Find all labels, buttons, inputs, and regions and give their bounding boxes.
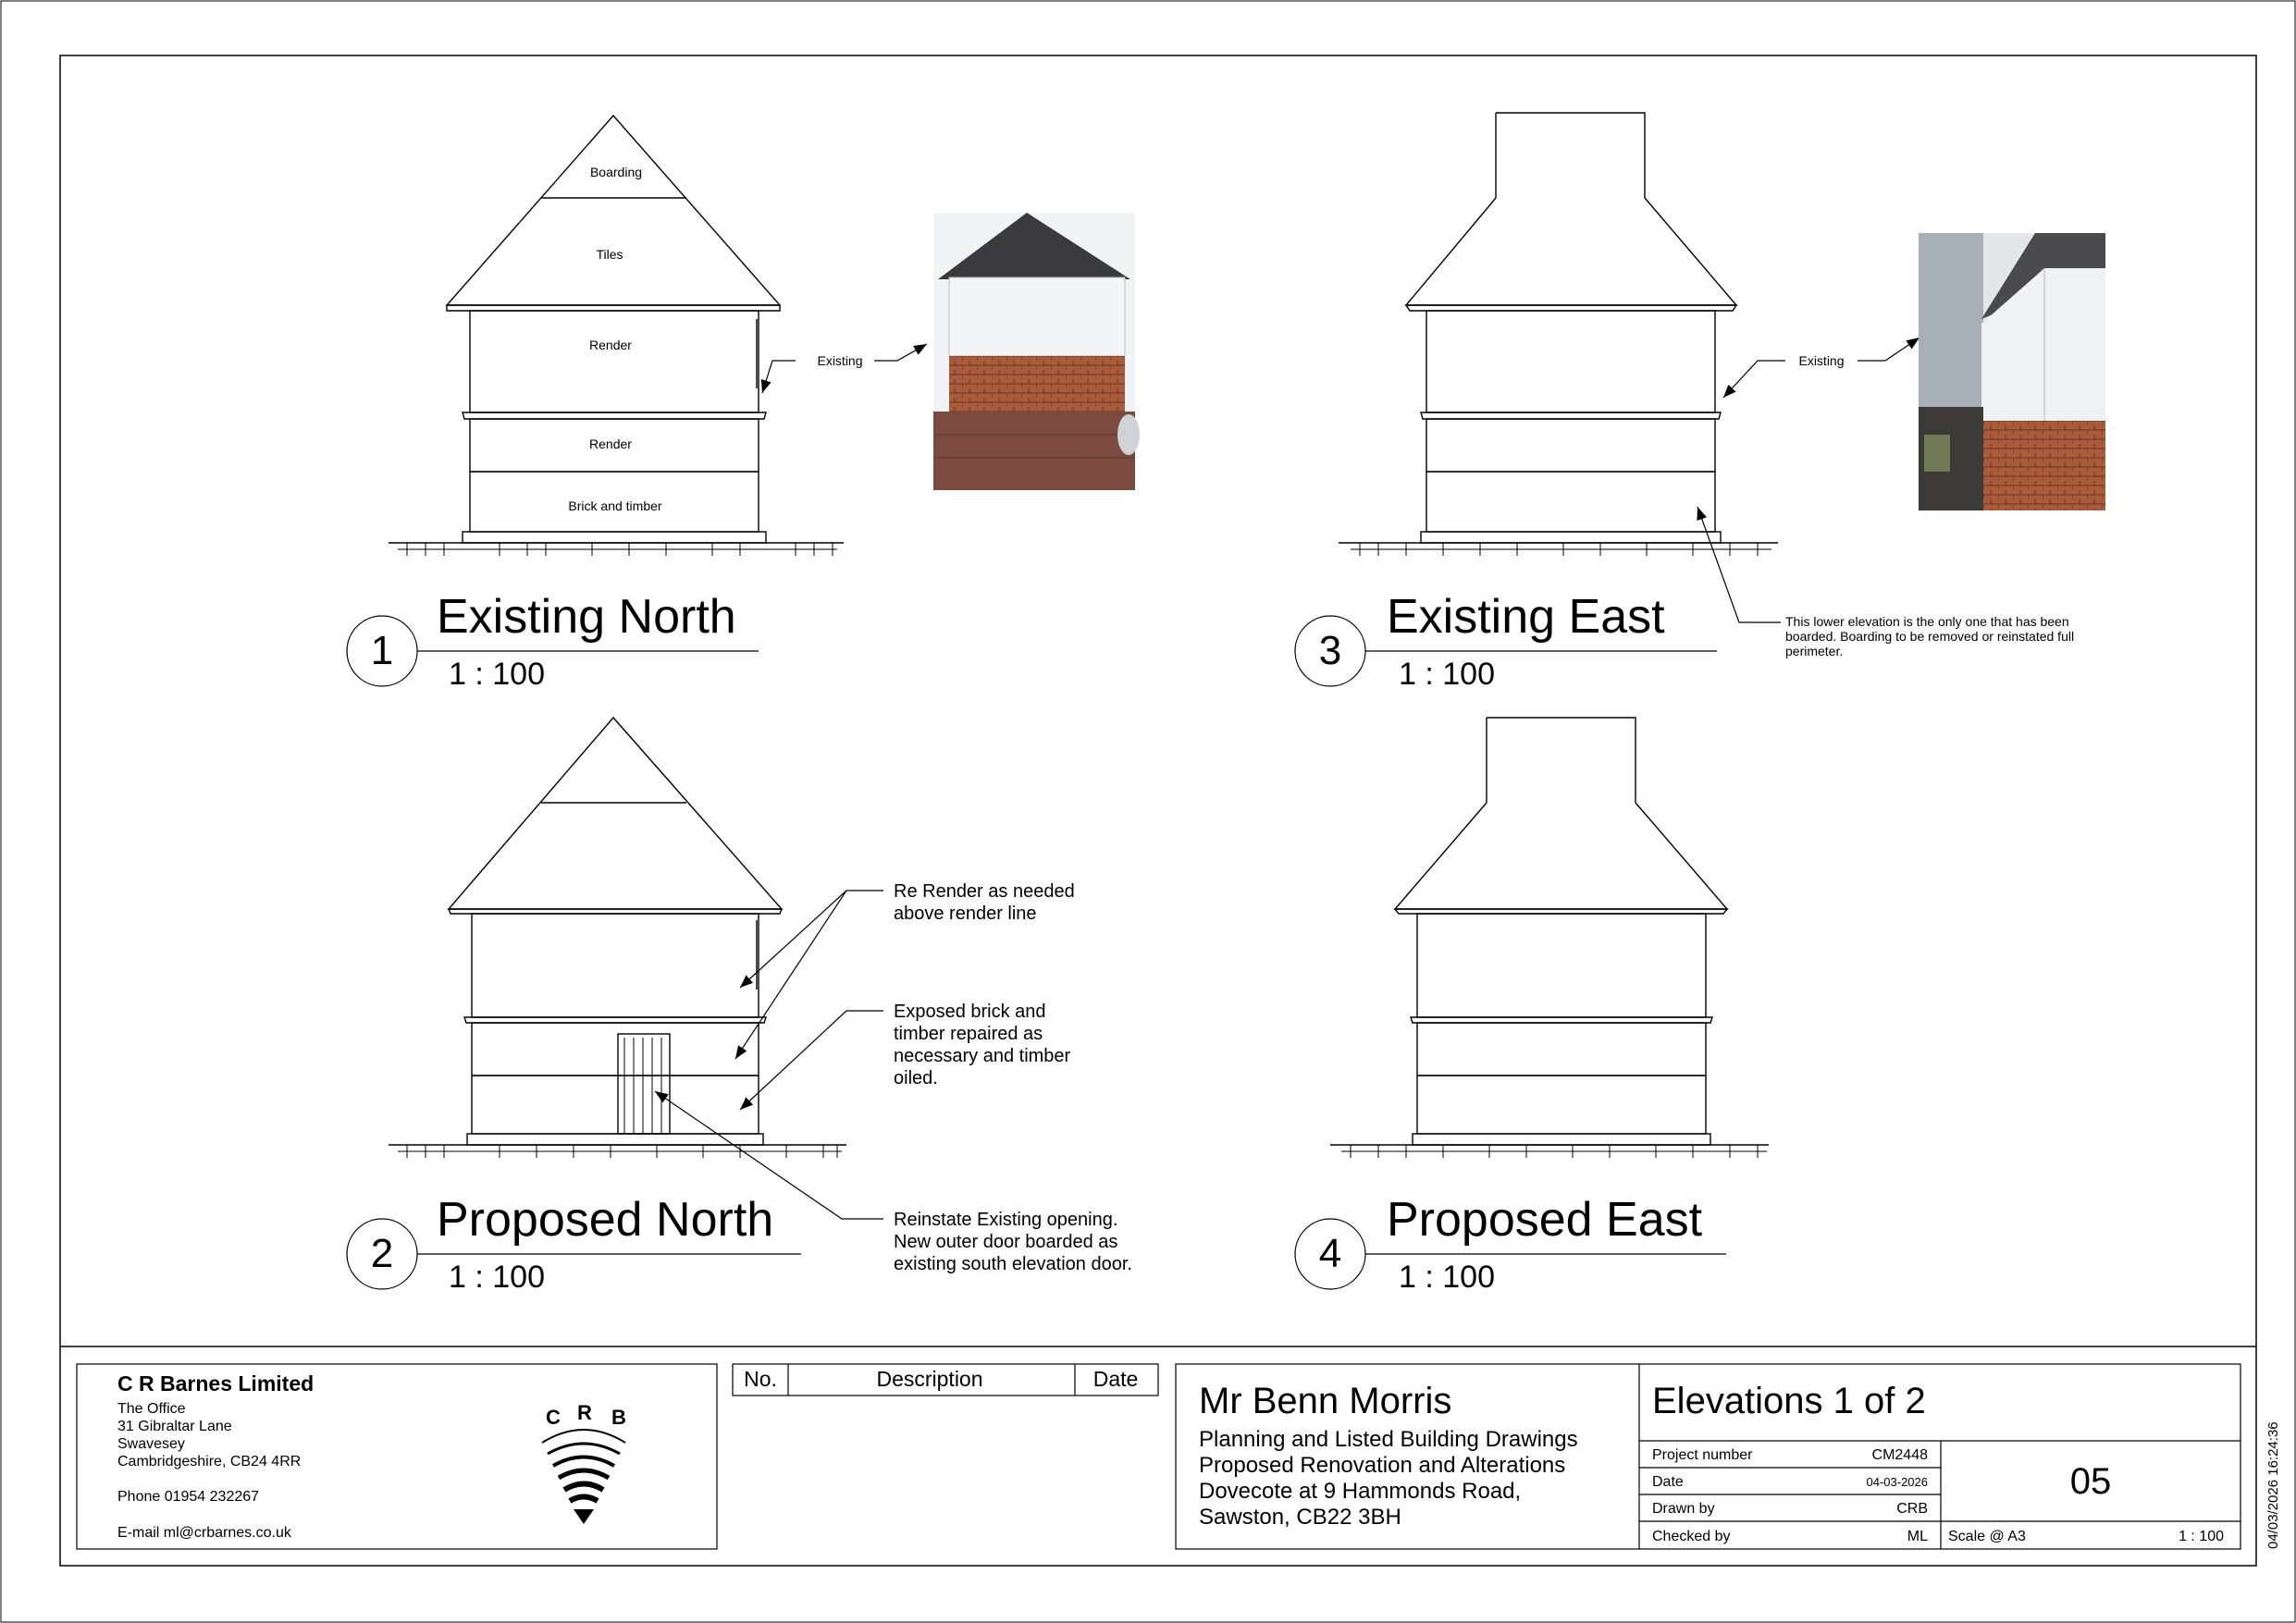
view-3-scale: 1 : 100: [1399, 657, 1495, 692]
view-3-title: Existing East: [1387, 590, 1665, 644]
view-2-number: 2: [370, 1231, 394, 1276]
boarding-note: This lower elevation is the only one that has been boarded. Boarding to be removed or reinstated full perimeter.: [1785, 614, 2075, 658]
print-timestamp: 04/03/2026 16:24:36: [2265, 1421, 2281, 1549]
scale-value: 1 : 100: [2179, 1529, 2224, 1544]
existing-east-leader-left: [1723, 361, 1785, 398]
svg-text:R: R: [577, 1401, 592, 1424]
checked-by-value: ML: [1907, 1529, 1928, 1544]
client-name: Mr Benn Morris: [1199, 1381, 1452, 1421]
re-render-note: Re Render as needed above render line: [894, 881, 1075, 924]
existing-north-photo: [933, 213, 1140, 490]
drawn-by-value: CRB: [1896, 1501, 1928, 1517]
tiles-label: Tiles: [596, 247, 623, 262]
render-upper-label: Render: [589, 338, 632, 352]
revision-no-header: No.: [744, 1367, 777, 1391]
boarding-note-leader: [1697, 507, 1781, 622]
view-4-scale: 1 : 100: [1399, 1260, 1495, 1295]
drawn-by-label: Drawn by: [1652, 1501, 1715, 1517]
re-render-leader-1: [740, 891, 883, 988]
project-number-label: Project number: [1652, 1447, 1753, 1463]
render-lower-label: Render: [589, 436, 632, 451]
company-phone: Phone 01954 232267: [117, 1489, 260, 1505]
project-number: CM2448: [1871, 1447, 1928, 1463]
checked-by-label: Checked by: [1652, 1529, 1731, 1544]
existing-north-elevation: [389, 116, 844, 556]
boarding-label: Boarding: [589, 165, 643, 179]
date-label: Date: [1652, 1474, 1684, 1490]
company-address: The Office 31 Gibraltar Lane Swavesey Cambridgeshire, CB24 4RR: [117, 1401, 302, 1469]
sheet-number: 05: [2069, 1461, 2112, 1502]
proposed-east-elevation: [1330, 718, 1769, 1158]
view-4-title: Proposed East: [1387, 1193, 1703, 1247]
svg-text:C: C: [546, 1406, 561, 1429]
crb-logo: [542, 1401, 626, 1524]
sheet-title: Elevations 1 of 2: [1652, 1381, 1926, 1421]
svg-text:B: B: [611, 1406, 626, 1429]
proposed-north-elevation: [389, 718, 846, 1158]
view-1-title: Existing North: [437, 590, 736, 644]
existing-label-north: Existing: [817, 353, 863, 368]
revision-description-header: Description: [876, 1367, 983, 1391]
existing-east-leader-right: [1858, 338, 1920, 361]
scale-label: Scale @ A3: [1948, 1529, 2026, 1544]
view-2-title: Proposed North: [437, 1193, 774, 1247]
view-1-number: 1: [370, 628, 394, 673]
client-description: Planning and Listed Building Drawings Proposed Renovation and Alterations Dovecote at 9 Hammonds Road, Sawston, CB22 3BH: [1199, 1427, 1578, 1530]
exposed-brick-leader: [740, 1011, 883, 1110]
company-name: C R Barnes Limited: [117, 1371, 315, 1396]
re-render-leader-2: [735, 891, 846, 1059]
existing-leader-right: [874, 344, 927, 361]
existing-label-east: Existing: [1798, 353, 1845, 368]
revision-date-header: Date: [1092, 1367, 1139, 1391]
existing-east-photo: [1919, 233, 2105, 510]
brick-timber-label: Brick and timber: [568, 498, 662, 513]
view-1-scale: 1 : 100: [449, 657, 545, 692]
view-3-number: 3: [1318, 628, 1342, 673]
date-value: 04-03-2026: [1866, 1475, 1928, 1489]
view-4-number: 4: [1318, 1231, 1342, 1276]
company-email: E-mail ml@crbarnes.co.uk: [117, 1525, 291, 1541]
existing-east-elevation: [1339, 113, 1778, 556]
exposed-brick-note: Exposed brick and timber repaired as necessary and timber oiled.: [894, 1002, 1071, 1088]
reinstate-note: Reinstate Existing opening. New outer door boarded as existing south elevation door.: [894, 1210, 1132, 1274]
view-2-scale: 1 : 100: [449, 1260, 545, 1295]
existing-leader-left: [762, 361, 796, 393]
